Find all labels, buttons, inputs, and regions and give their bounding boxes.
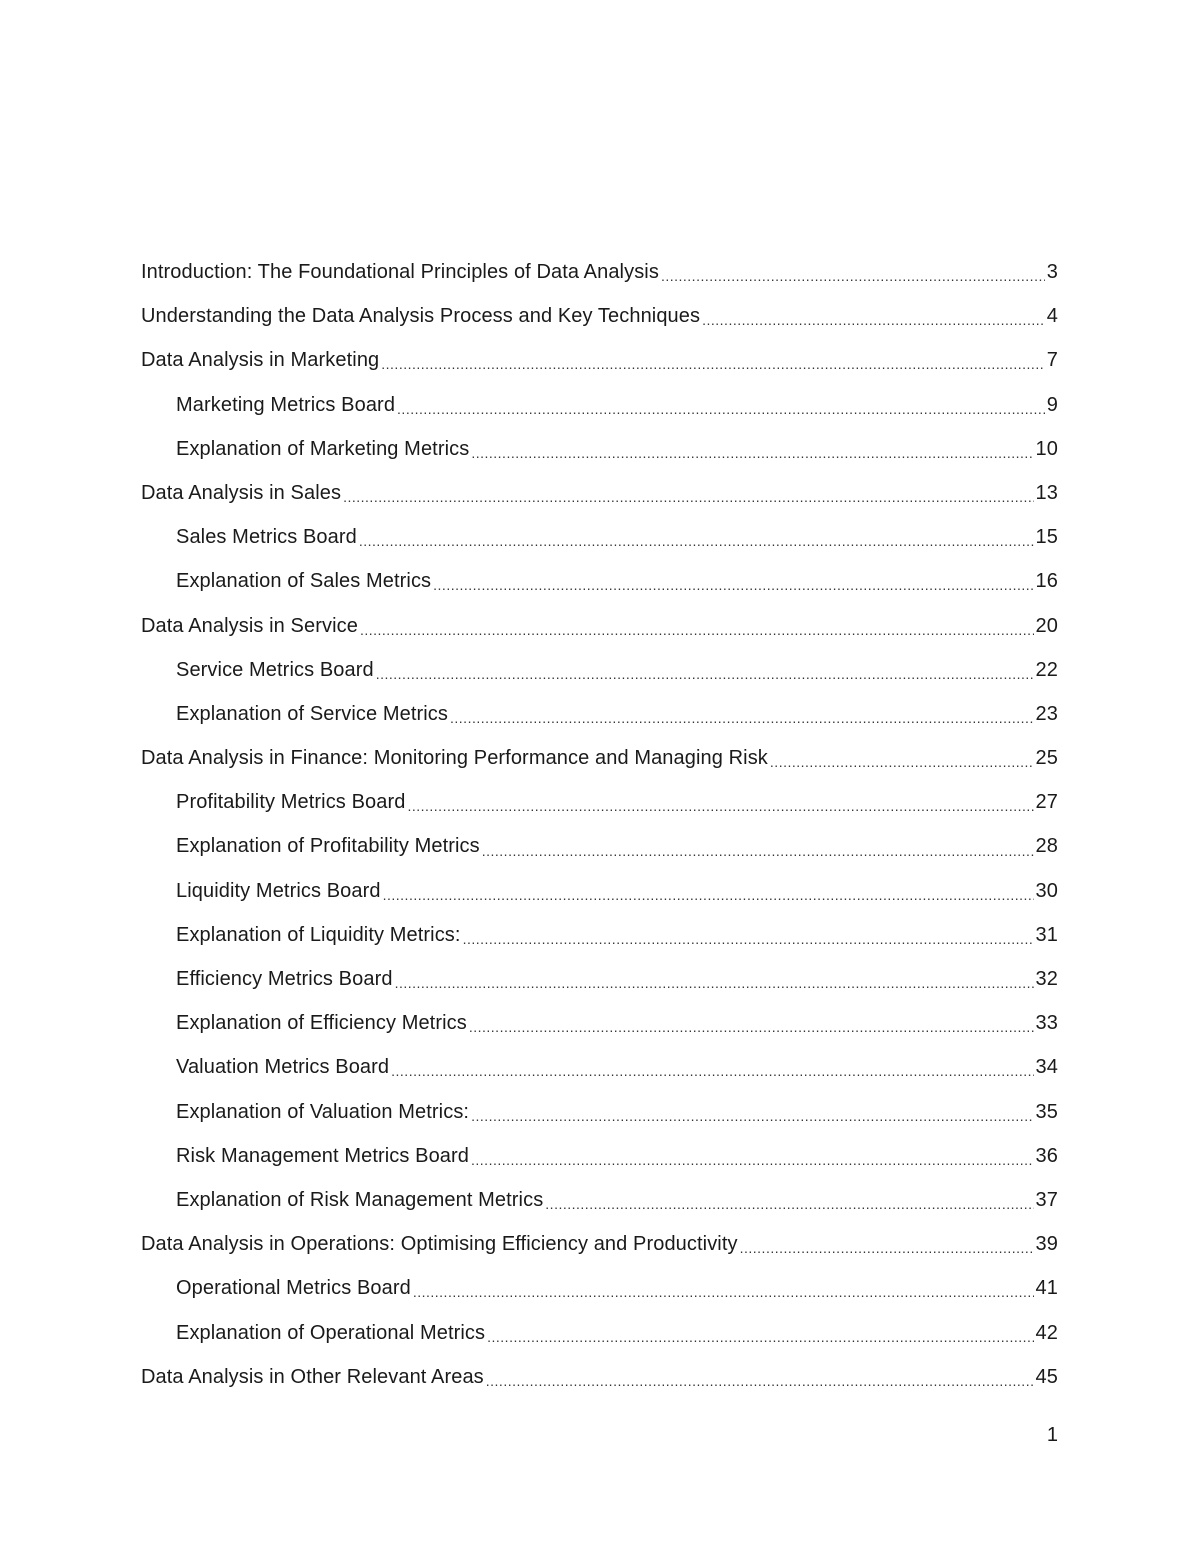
toc-dot-leader (770, 752, 1034, 772)
toc-entry-page: 37 (1035, 1188, 1058, 1211)
toc-entry-page: 31 (1035, 923, 1058, 946)
toc-dot-leader (376, 664, 1034, 684)
toc-subentry[interactable] (141, 559, 1058, 603)
toc-entry-title: Introduction: The Foundational Principles of Data Analysis (141, 261, 659, 283)
toc-entry[interactable] (141, 1355, 1058, 1399)
toc-entry-title: Risk Management Metrics Board (176, 1144, 470, 1167)
toc-subentry[interactable] (141, 692, 1058, 736)
toc-entry-title: Efficiency Metrics Board (176, 968, 393, 990)
toc-dot-leader (407, 796, 1033, 816)
toc-entry-title: Data Analysis in Finance: Monitoring Performance and Managing Risk (141, 747, 768, 770)
toc-entry-title: Explanation of Service Metrics (176, 702, 449, 725)
toc-subentry[interactable] (141, 957, 1058, 1001)
toc-dot-leader (413, 1282, 1034, 1302)
page-number: 1 (1046, 1424, 1058, 1446)
toc-entry-title: Valuation Metrics Board (176, 1056, 390, 1079)
toc-entry-page: 13 (1035, 481, 1058, 504)
toc-entry-title: Data Analysis in Operations: Optimising Efficiency and Productivity (141, 1233, 738, 1256)
toc-entry-page: 9 (1046, 393, 1058, 416)
toc-entry-title: Profitability Metrics Board (176, 791, 406, 814)
toc-entry-title: Understanding the Data Analysis Process and Key Techniques (141, 305, 701, 328)
toc-entry-page: 23 (1035, 702, 1058, 725)
toc-dot-leader (381, 354, 1045, 374)
toc-subentry[interactable] (141, 383, 1058, 427)
toc-entry-page: 45 (1035, 1365, 1058, 1388)
toc-entry-title: Explanation of Marketing Metrics (176, 437, 470, 460)
toc-dot-leader (383, 885, 1034, 905)
toc-dot-leader (471, 1106, 1033, 1126)
toc-entry-page: 4 (1046, 305, 1058, 328)
toc-entry-page: 15 (1035, 526, 1058, 549)
toc-entry-page: 41 (1035, 1277, 1058, 1300)
toc-dot-leader (433, 575, 1033, 595)
toc-entry-page: 16 (1035, 570, 1058, 593)
toc-subentry[interactable] (141, 1045, 1058, 1089)
toc-entry-title: Data Analysis in Marketing (141, 349, 380, 372)
toc-subentry[interactable] (141, 1090, 1058, 1134)
toc-entry-title: Data Analysis in Service (141, 614, 358, 637)
toc-entry[interactable] (141, 604, 1058, 648)
toc-dot-leader (545, 1194, 1033, 1214)
toc-dot-leader (471, 1150, 1034, 1170)
toc-entry-page: 22 (1035, 658, 1058, 681)
toc-entry-page: 28 (1035, 835, 1058, 858)
toc-entry[interactable] (141, 736, 1058, 780)
toc-entry[interactable] (141, 294, 1058, 338)
table-of-contents (141, 250, 1058, 1399)
toc-entry-page: 35 (1035, 1100, 1058, 1123)
toc-dot-leader (391, 1061, 1033, 1081)
toc-dot-leader (471, 443, 1033, 463)
toc-entry[interactable] (141, 1222, 1058, 1266)
toc-dot-leader (463, 929, 1034, 949)
toc-dot-leader (661, 266, 1045, 286)
toc-entry-title: Service Metrics Board (176, 658, 374, 681)
toc-entry-page: 32 (1035, 968, 1058, 990)
toc-dot-leader (487, 1327, 1033, 1347)
toc-entry-title: Liquidity Metrics Board (176, 879, 381, 902)
toc-entry-page: 3 (1046, 261, 1058, 283)
toc-dot-leader (343, 487, 1033, 507)
toc-dot-leader (359, 531, 1034, 551)
toc-subentry[interactable] (141, 1134, 1058, 1178)
toc-subentry[interactable] (141, 515, 1058, 559)
toc-entry-page: 36 (1035, 1144, 1058, 1167)
toc-entry-title: Data Analysis in Sales (141, 481, 342, 504)
toc-dot-leader (397, 399, 1045, 419)
toc-entry[interactable] (141, 250, 1058, 294)
toc-dot-leader (482, 841, 1034, 861)
toc-entry-page: 10 (1035, 437, 1058, 460)
toc-subentry[interactable] (141, 648, 1058, 692)
toc-entry-title: Data Analysis in Other Relevant Areas (141, 1365, 484, 1388)
toc-entry-title: Marketing Metrics Board (176, 393, 396, 416)
toc-subentry[interactable] (141, 1178, 1058, 1222)
toc-entry[interactable] (141, 338, 1058, 382)
toc-entry-page: 33 (1035, 1012, 1058, 1035)
toc-entry-title: Sales Metrics Board (176, 526, 357, 549)
toc-subentry[interactable] (141, 1001, 1058, 1045)
toc-entry-page: 7 (1046, 349, 1058, 372)
toc-entry-title: Explanation of Sales Metrics (176, 570, 432, 593)
toc-entry-title: Explanation of Valuation Metrics: (176, 1100, 470, 1123)
toc-entry-title: Operational Metrics Board (176, 1277, 411, 1300)
toc-dot-leader (360, 620, 1034, 640)
toc-subentry[interactable] (141, 427, 1058, 471)
toc-entry-page: 25 (1035, 747, 1058, 770)
toc-subentry[interactable] (141, 1266, 1058, 1310)
toc-entry-page: 27 (1035, 791, 1058, 814)
toc-subentry[interactable] (141, 869, 1058, 913)
toc-dot-leader (395, 973, 1034, 993)
toc-entry-title: Explanation of Profitability Metrics (176, 835, 480, 858)
toc-subentry[interactable] (141, 824, 1058, 868)
toc-entry-page: 42 (1035, 1321, 1058, 1344)
toc-entry-page: 30 (1035, 879, 1058, 902)
toc-entry-title: Explanation of Efficiency Metrics (176, 1012, 467, 1035)
toc-dot-leader (740, 1238, 1034, 1258)
toc-dot-leader (450, 708, 1034, 728)
toc-entry-title: Explanation of Risk Management Metrics (176, 1188, 544, 1211)
toc-dot-leader (702, 310, 1045, 330)
toc-subentry[interactable] (141, 1311, 1058, 1355)
toc-dot-leader (486, 1371, 1034, 1391)
toc-entry-page: 20 (1035, 614, 1058, 637)
toc-entry-page: 34 (1035, 1056, 1058, 1079)
toc-entry-page: 39 (1035, 1233, 1058, 1256)
toc-subentry[interactable] (141, 780, 1058, 824)
toc-entry[interactable] (141, 471, 1058, 515)
toc-subentry[interactable] (141, 913, 1058, 957)
toc-entry-title: Explanation of Liquidity Metrics: (176, 923, 461, 946)
toc-dot-leader (469, 1017, 1034, 1037)
toc-entry-title: Explanation of Operational Metrics (176, 1321, 486, 1344)
